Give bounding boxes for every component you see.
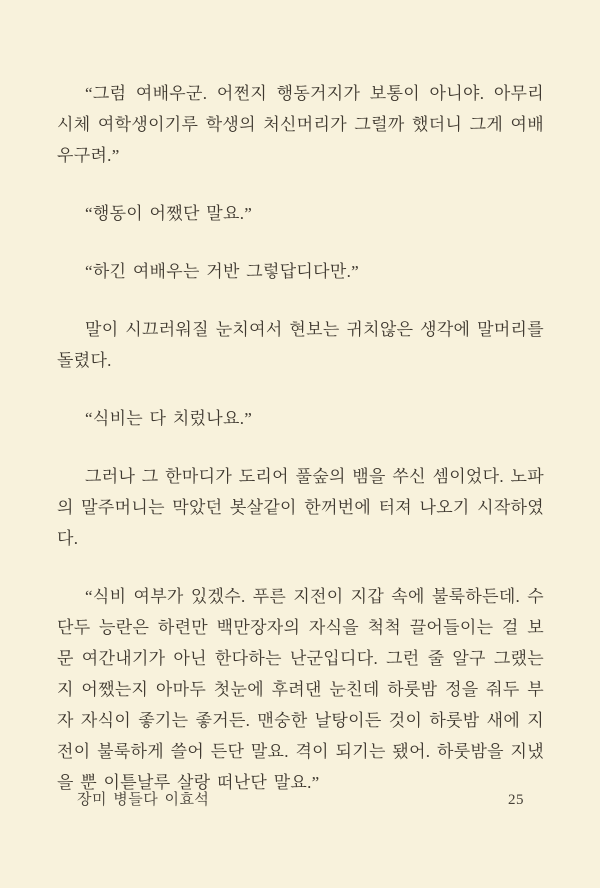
paragraph-dialogue-3: “하긴 여배우는 거반 그렇답디다만.” — [85, 262, 359, 281]
page-number: 25 — [508, 792, 524, 808]
paragraph-dialogue-5: “식비 여부가 있겠수. 푸른 지전이 지갑 속에 불룩하든데. 수단두 능란은 하련만 백만장자의 자식을 척척 끌어들이는 걸 보문 여간내기가 아닌 한다하는 난군입디다. 그런 줄 알구 그랬는지 어쨌는지 아마두 첫눈에 후려댄 눈친데 하룻밤 정을 줘두 부자 자식이 좋기는 좋거든. 맨숭한 날탕이든 것이 하룻밤 새에 지전이 불룩하게 쓸어 든단 말요. 격이 되기는 됐어. 하룻밤을 지냈을 뿐 이튿날루 살랑 떠난단 말요.” — [57, 587, 544, 792]
paragraph-dialogue-4: “식비는 다 치렀나요.” — [85, 409, 253, 428]
page-text-body — [57, 78, 544, 798]
running-title: 장미 병들다 이효석 — [77, 792, 210, 808]
paragraph-dialogue-2: “행동이 어쨌단 말요.” — [85, 204, 253, 223]
paragraph-narration-1: 말이 시끄러워질 눈치여서 현보는 귀치않은 생각에 말머리를 돌렸다. — [57, 320, 544, 370]
page-footer — [77, 790, 524, 810]
paragraph-narration-2: 그러나 그 한마디가 도리어 풀숲의 뱀을 쑤신 셈이었다. 노파의 말주머니는 막았던 봇살같이 한꺼번에 터져 나오기 시작하였다. — [57, 467, 544, 548]
paragraph-dialogue-1: “그럼 여배우군. 어쩐지 행동거지가 보통이 아니야. 아무리 시체 여학생이기루 학생의 처신머리가 그럴까 했더니 그게 여배우구려.” — [57, 84, 544, 165]
